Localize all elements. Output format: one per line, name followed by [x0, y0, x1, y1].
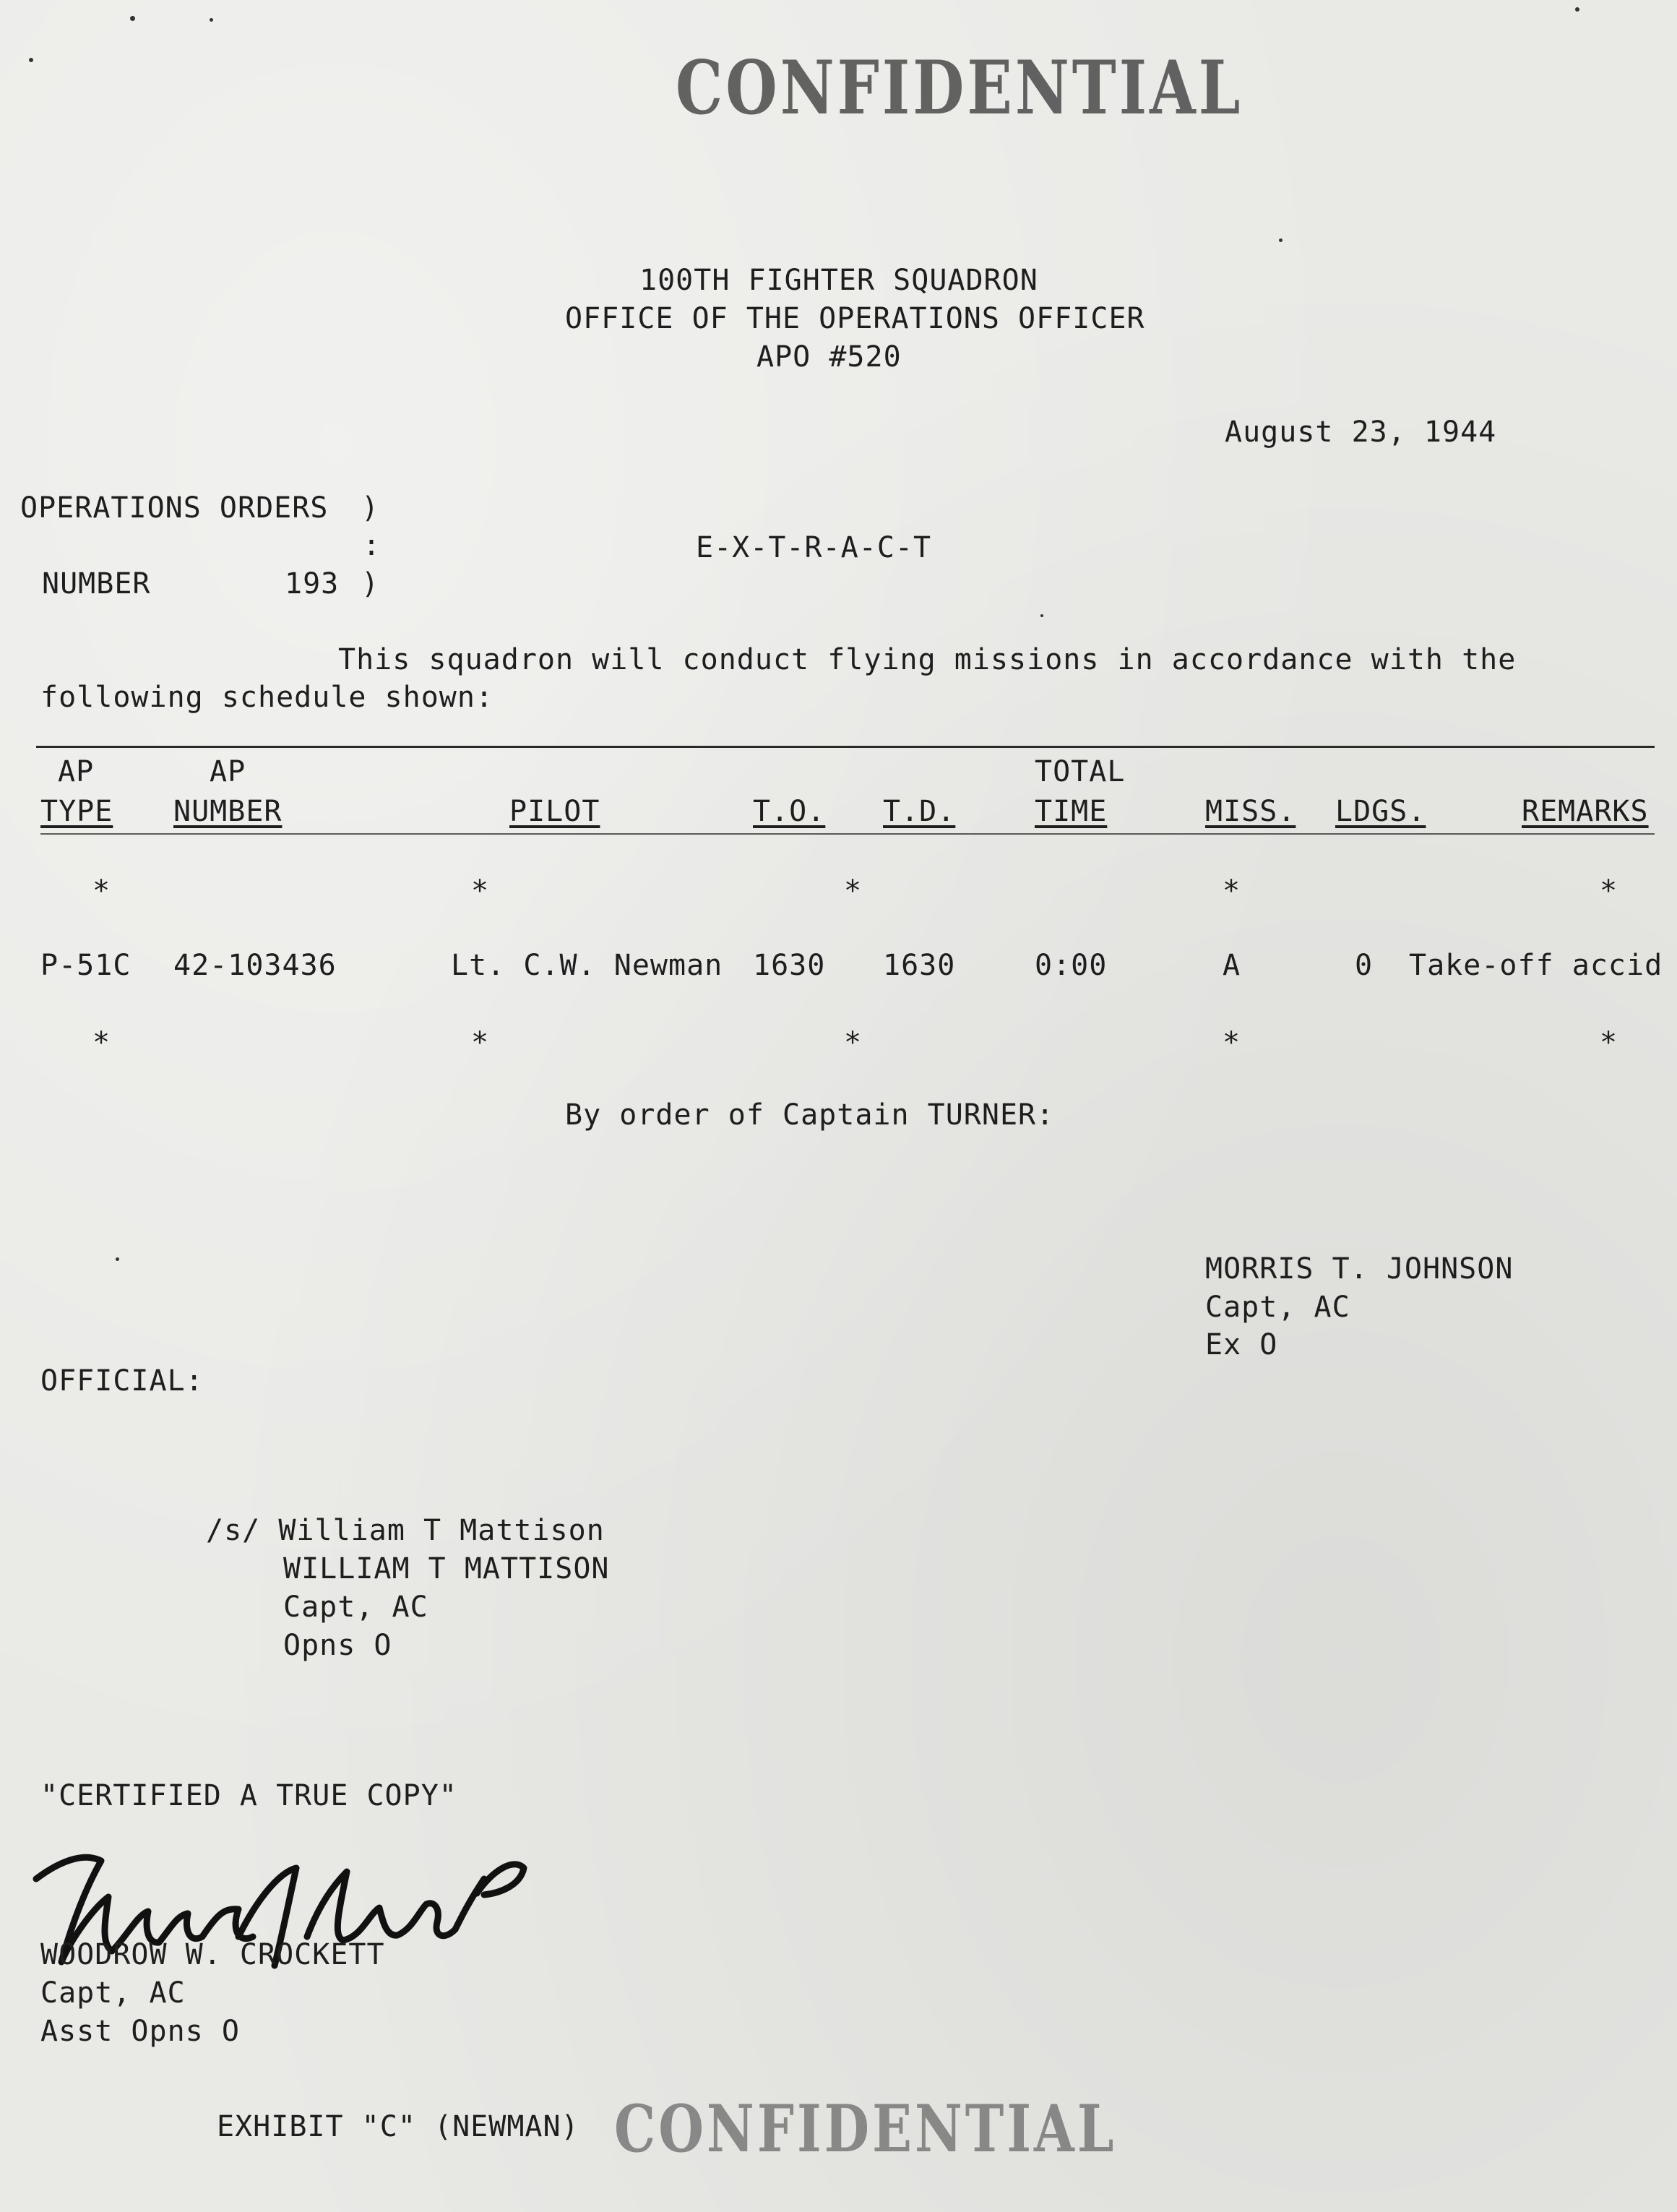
scan-speck: [1279, 238, 1282, 242]
official-label: OFFICIAL:: [40, 1364, 204, 1398]
row-miss: A: [1223, 949, 1241, 982]
certifier-name: WOODROW W. CROCKETT: [40, 1938, 385, 1971]
separator-star: *: [1223, 1026, 1241, 1059]
header-total-time: TIME: [1035, 795, 1108, 828]
header-to: T.O.: [753, 795, 826, 828]
separator-star: *: [92, 1026, 111, 1059]
separator-star: *: [92, 874, 111, 908]
header-ldgs: LDGS.: [1335, 795, 1426, 828]
scan-speck: [116, 1257, 119, 1261]
header-ap-number-top: AP: [210, 755, 246, 788]
table-top-rule: [36, 746, 1655, 748]
orders-number: 193: [285, 567, 340, 601]
row-ap-number: 42-103436: [173, 949, 337, 982]
signer1-name: MORRIS T. JOHNSON: [1205, 1252, 1514, 1286]
scan-speck: [1040, 614, 1043, 617]
orders-number-label: NUMBER: [42, 567, 151, 601]
separator-star: *: [844, 874, 863, 908]
exhibit-label: EXHIBIT "C" (NEWMAN): [217, 2110, 579, 2143]
row-ldgs: 0: [1355, 949, 1374, 982]
header-ap-type: TYPE: [40, 795, 113, 828]
signer1-title: Ex O: [1205, 1328, 1278, 1361]
header-total-top: TOTAL: [1035, 755, 1126, 788]
header-remarks: REMARKS: [1522, 795, 1649, 828]
intro-line-1: This squadron will conduct flying missions in accordance with the: [338, 643, 1517, 676]
header-ap-number: NUMBER: [173, 795, 283, 828]
certifier-rank: Capt, AC: [40, 1976, 186, 2010]
signer1-rank: Capt, AC: [1205, 1291, 1350, 1324]
separator-star: *: [471, 1026, 490, 1059]
separator-star: *: [844, 1026, 863, 1059]
certified-true-copy: "CERTIFIED A TRUE COPY": [40, 1779, 457, 1812]
header-ap-top: AP: [58, 755, 95, 788]
operations-orders-label: OPERATIONS ORDERS: [20, 491, 329, 525]
orders-paren-2: ): [361, 567, 380, 601]
header-underline-rule: [40, 833, 1655, 835]
confidential-stamp-bottom: CONFIDENTIAL: [614, 2090, 1117, 2167]
orders-paren-1: ): [361, 491, 380, 525]
office-name: OFFICE OF THE OPERATIONS OFFICER: [565, 302, 1145, 335]
intro-line-2: following schedule shown:: [40, 681, 494, 714]
document-date: August 23, 1944: [1225, 416, 1497, 449]
confidential-stamp-top: CONFIDENTIAL: [676, 45, 1243, 132]
scan-speck: [210, 18, 213, 22]
signer2-title: Opns O: [283, 1629, 392, 1662]
row-remarks: Take-off accid: [1409, 949, 1663, 982]
header-td: T.D.: [883, 795, 956, 828]
row-td: 1630: [883, 949, 956, 982]
separator-star: *: [1600, 1026, 1618, 1059]
apo-number: APO #520: [756, 340, 902, 374]
orders-colon: :: [363, 529, 381, 562]
certifier-title: Asst Opns O: [40, 2015, 240, 2048]
row-to: 1630: [753, 949, 826, 982]
row-pilot: Lt. C.W. Newman: [451, 949, 723, 982]
row-ap-type: P-51C: [40, 949, 132, 982]
extract-title: E-X-T-R-A-C-T: [696, 531, 932, 564]
header-miss: MISS.: [1205, 795, 1296, 828]
scan-speck: [29, 58, 33, 62]
signer2-name: WILLIAM T MATTISON: [283, 1552, 610, 1585]
separator-star: *: [1223, 874, 1241, 908]
signer2-rank: Capt, AC: [283, 1591, 428, 1624]
row-time: 0:00: [1035, 949, 1108, 982]
scan-speck: [1575, 7, 1579, 12]
header-pilot: PILOT: [509, 795, 600, 828]
signer2-signature: /s/ William T Mattison: [206, 1514, 605, 1547]
separator-star: *: [1600, 874, 1618, 908]
squadron-name: 100TH FIGHTER SQUADRON: [639, 264, 1038, 297]
scan-speck: [130, 16, 135, 21]
by-order-line: By order of Captain TURNER:: [565, 1098, 1055, 1132]
separator-star: *: [471, 874, 490, 908]
